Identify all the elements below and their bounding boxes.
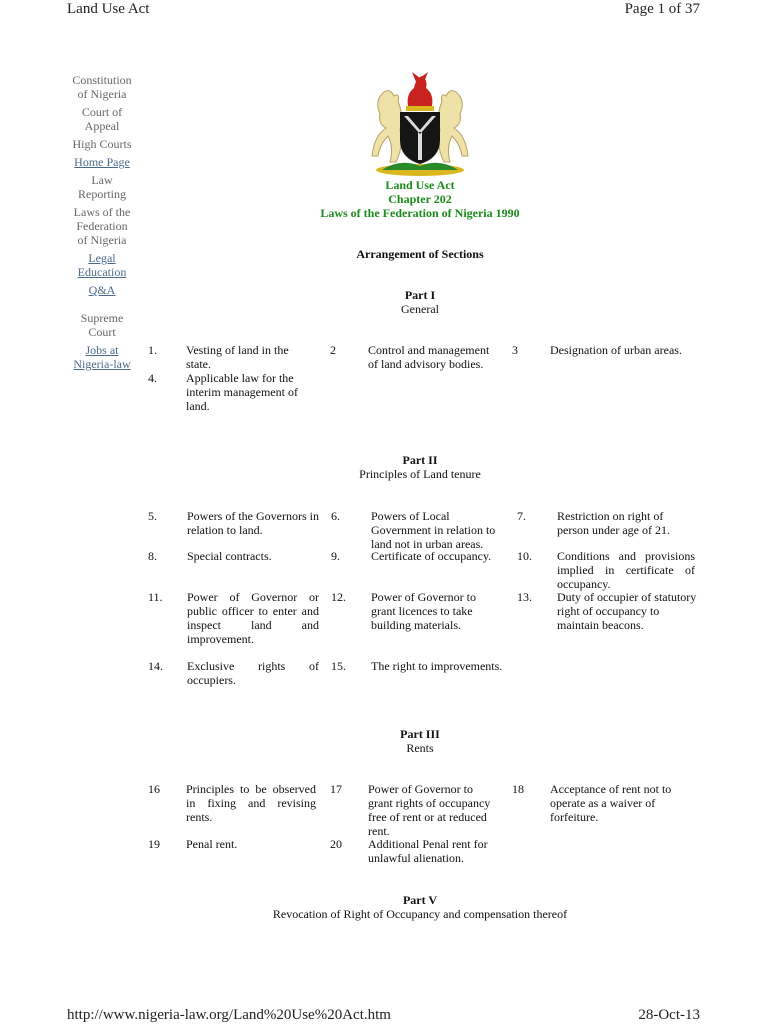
sidebar-nav [70,73,134,375]
coat-of-arms-icon [360,70,480,178]
part-5-heading: Part V Revocation of Right of Occupancy and compensation thereof [272,893,568,921]
arrangement-heading: Arrangement of Sections [356,247,484,261]
document-laws: Laws of the Federation of Nigeria 1990 [320,206,520,220]
page-header-title: Land Use Act [67,1,150,17]
part-3-heading: Part III Rents [400,727,440,755]
part-1-heading: Part I General [401,288,439,316]
page-url: http://www.nigeria-law.org/Land%20Use%20Act.htm [67,1007,391,1023]
document-chapter: Chapter 202 [388,192,452,206]
sidebar-link-jobs[interactable]: Jobs at Nigeria-law [73,343,131,371]
sidebar-link-home-page[interactable]: Home Page [74,155,130,169]
document-title: Land Use Act [385,178,455,192]
page-date: 28-Oct-13 [638,1007,700,1023]
sidebar-item-high-courts: High Courts [72,137,132,151]
sidebar-item-court-of-appeal: Court of Appeal [81,105,123,133]
sidebar-item-law-reporting: Law Reporting [78,173,126,201]
part-2-heading: Part II Principles of Land tenure [359,453,481,481]
sidebar-item-supreme-court: Supreme Court [80,311,124,339]
sidebar-link-qa[interactable]: Q&A [88,283,116,297]
sidebar-item-constitution: Constitution of Nigeria [72,73,132,101]
page-number: Page 1 of 37 [624,1,700,17]
document-title-block [290,178,550,220]
sidebar-link-legal-education[interactable]: Legal Education [77,251,127,279]
sidebar-item-laws-of-federation: Laws of the Federation of Nigeria [73,205,131,247]
